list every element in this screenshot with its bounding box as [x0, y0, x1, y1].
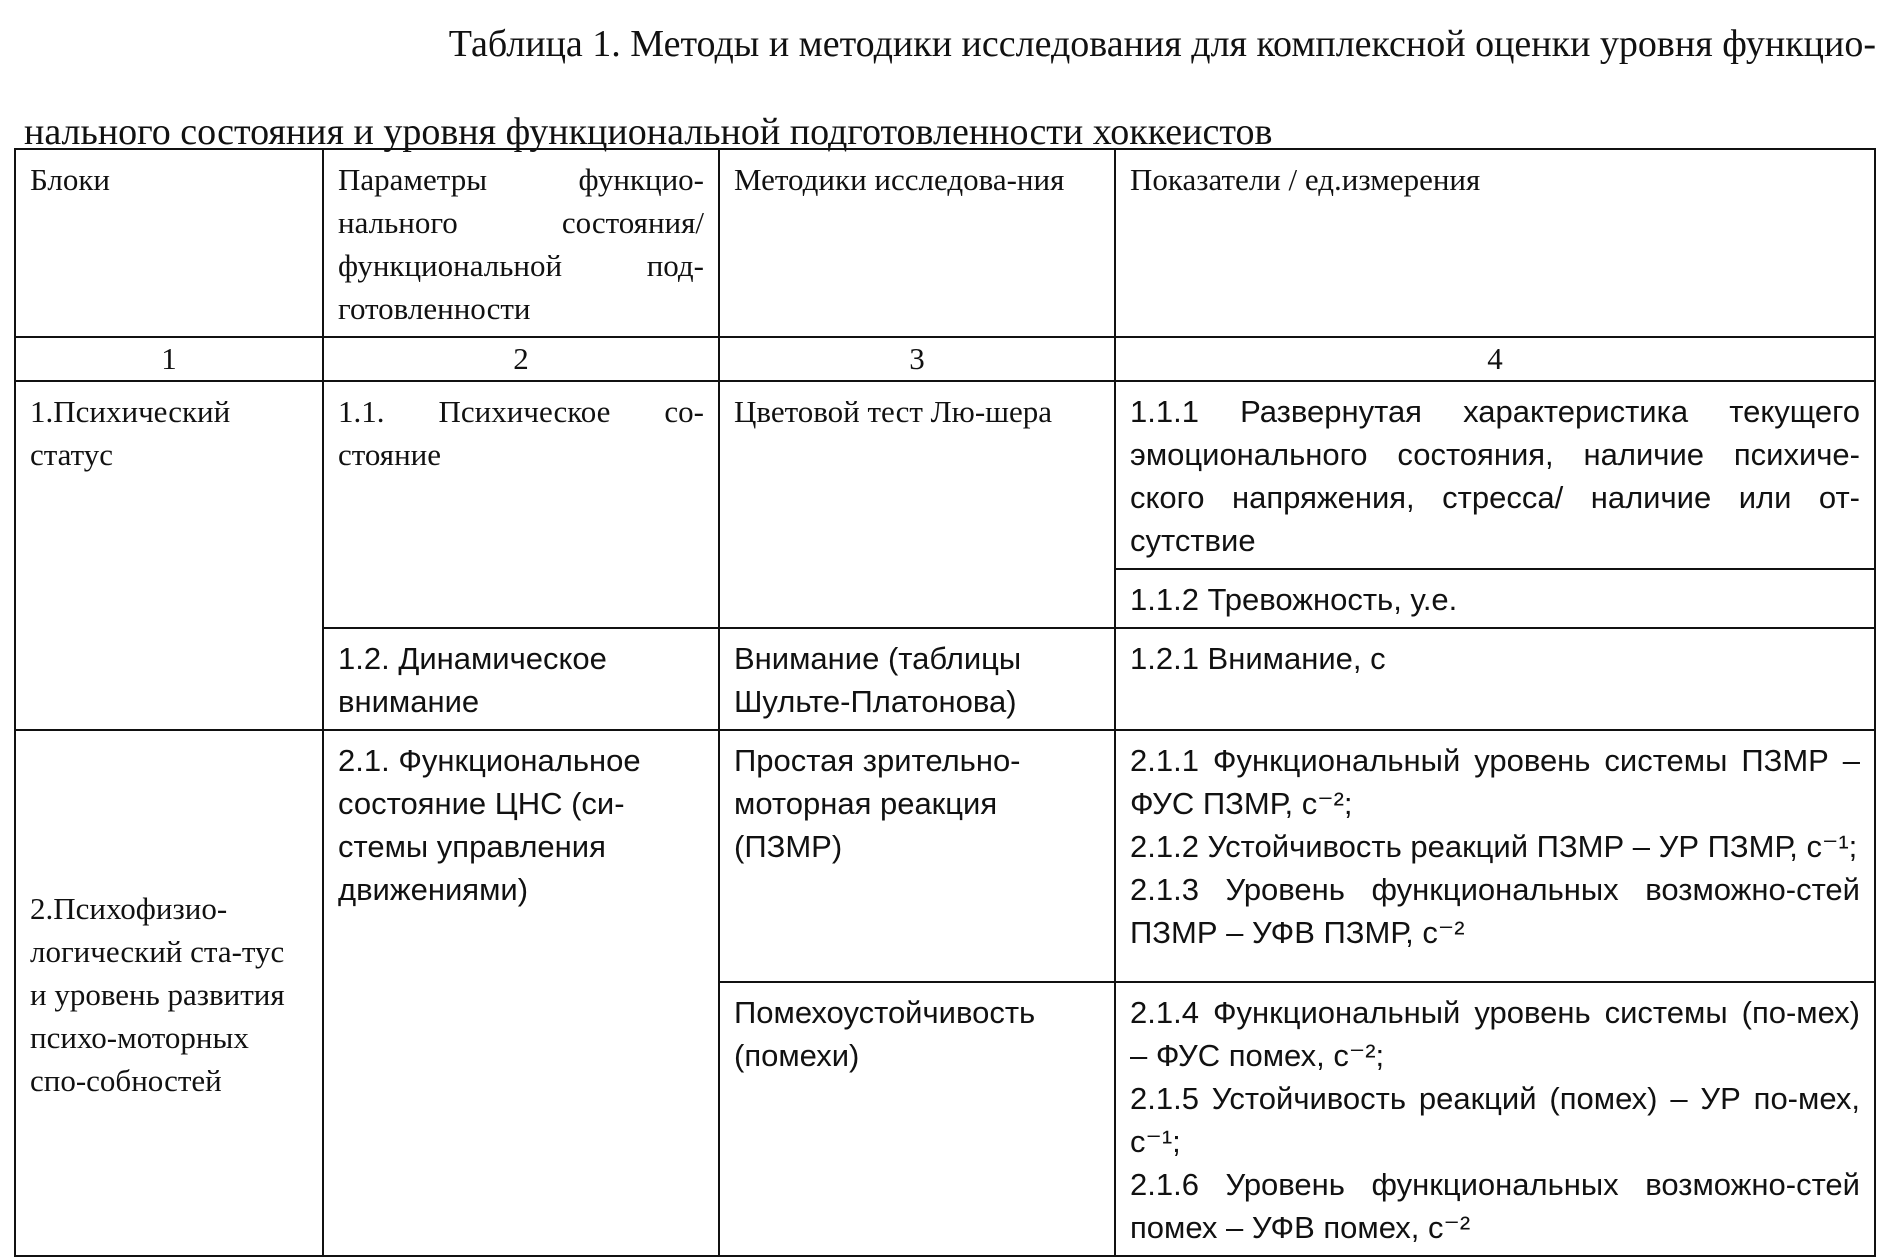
- block-1-parameter-1: 1.1. Психическое со-стояние: [323, 381, 719, 628]
- header-indicators: Показатели / ед.измерения: [1115, 149, 1875, 337]
- indicator-2-1-5: 2.1.5 Устойчивость реакций (помех) – УР по-мех, с⁻¹;: [1130, 1081, 1860, 1159]
- column-number-row: [15, 337, 1875, 381]
- indicator-2-1-3: 2.1.3 Уровень функциональных возможно-стей ПЗМР – УФВ ПЗМР, с⁻²: [1130, 872, 1860, 950]
- column-number-4: 4: [1115, 337, 1875, 381]
- table-row: [15, 381, 1875, 569]
- block-1-parameter-2: 1.2. Динамическое внимание: [323, 628, 719, 730]
- methods-table: [14, 148, 1876, 1257]
- indicator-1-1-1: 1.1.1 Развернутая характеристика текущего эмоционального состояния, наличие психиче-ского напряжения, стресса/ наличие или от-сутствие: [1115, 381, 1875, 569]
- caption-line-2: нального состояния и уровня функциональной подготовленности хоккеистов: [24, 111, 1273, 153]
- block-1-method-2: Внимание (таблицы Шульте-Платонова): [719, 628, 1115, 730]
- indicators-2-1-1-to-2-1-3: [1115, 730, 1875, 982]
- block-1-method-1: Цветовой тест Лю-шера: [719, 381, 1115, 628]
- indicator-2-1-6: 2.1.6 Уровень функциональных возможно-стей помех – УФВ помех, с⁻²: [1130, 1167, 1860, 1245]
- indicator-1-1-2: 1.1.2 Тревожность, у.е.: [1115, 569, 1875, 628]
- block-2-name: 2.Психофизио-логический ста-тус и уровень развития психо-моторных спо-собностей: [15, 730, 323, 1256]
- column-number-1: 1: [15, 337, 323, 381]
- header-row: [15, 149, 1875, 337]
- caption-line-1: Таблица 1. Методы и методики исследования для комплексной оценки уровня функцио-: [448, 23, 1876, 65]
- indicator-2-1-2: 2.1.2 Устойчивость реакций ПЗМР – УР ПЗМР, с⁻¹;: [1130, 829, 1858, 864]
- indicator-2-1-1: 2.1.1 Функциональный уровень системы ПЗМР – ФУС ПЗМР, с⁻²;: [1130, 743, 1860, 821]
- column-number-2: 2: [323, 337, 719, 381]
- block-1-name: 1.Психический статус: [15, 381, 323, 730]
- indicator-1-2-1: 1.2.1 Внимание, с: [1115, 628, 1875, 730]
- indicators-2-1-4-to-2-1-6: [1115, 982, 1875, 1256]
- header-parameters: Параметры функцио-нального состояния/ функциональной под-готовленности: [323, 149, 719, 337]
- block-2-method-1: Простая зрительно-моторная реакция (ПЗМР): [719, 730, 1115, 982]
- table-row: [15, 730, 1875, 982]
- block-2-parameter-1: 2.1. Функциональное состояние ЦНС (си-стемы управления движениями): [323, 730, 719, 1256]
- header-methods: Методики исследова-ния: [719, 149, 1115, 337]
- indicator-2-1-4: 2.1.4 Функциональный уровень системы (по-мех) – ФУС помех, с⁻²;: [1130, 995, 1860, 1073]
- column-number-3: 3: [719, 337, 1115, 381]
- block-2-method-2: Помехоустойчивость (помехи): [719, 982, 1115, 1256]
- header-blocks: Блоки: [15, 149, 323, 337]
